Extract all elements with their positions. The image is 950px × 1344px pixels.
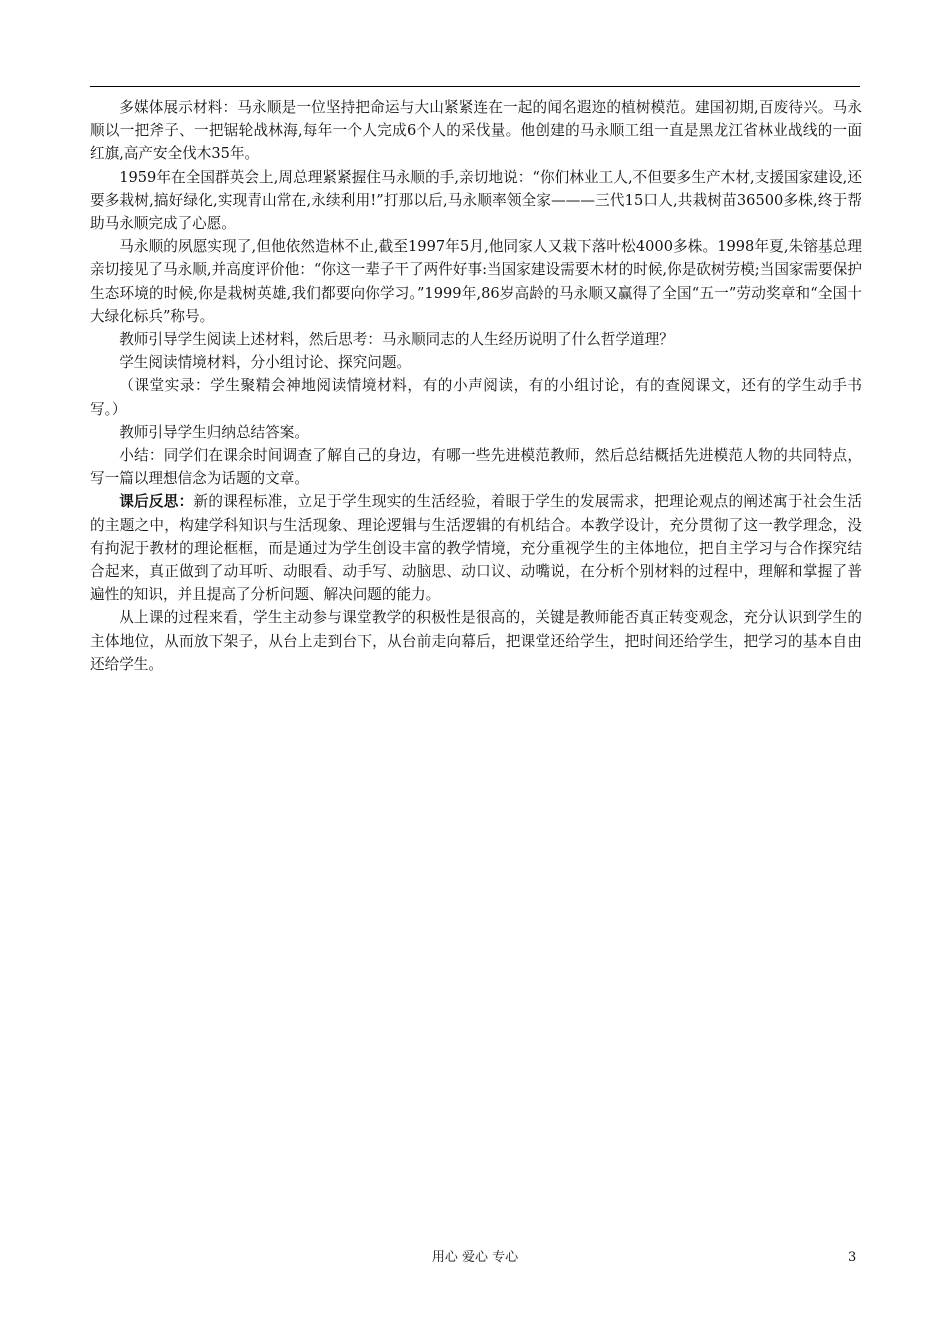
paragraph-student-discussion: 学生阅读情境材料，分小组讨论、探究问题。 [119, 354, 412, 372]
paragraph-closing: 从上课的过程来看，学生主动参与课堂教学的积极性是很高的，关键是教师能否真正转变观念，充分认识到学生的主体地位，从而放下架子，从台上走到台下，从台前走向幕后，把课堂还给学生，把时间还给学生，把学习的基本自由还给学生。 [90, 609, 862, 673]
paragraph-summary: 小结：同学们在课余时间调查了解自己的身边，有哪一些先进模范教师，然后总结概括先进模范人物的共同特点，写一篇以理想信念为话题的文章。 [90, 447, 862, 488]
paragraph-teacher-question: 教师引导学生阅读上述材料，然后思考：马永顺同志的人生经历说明了什么哲学道理？ [119, 331, 674, 349]
paragraph-reflection [90, 490, 862, 606]
reflection-heading: 课后反思： [119, 493, 194, 511]
paragraph-classroom-record: （课堂实录：学生聚精会神地阅读情境材料，有的小声阅读，有的小组讨论，有的查阅课文，还有的学生动手书写。） [90, 377, 862, 418]
paragraph-summarize-answer: 教师引导学生归纳总结答案。 [119, 423, 309, 441]
reflection-text: 新的课程标准，立足于学生现实的生活经验，着眼于学生的发展需求，把理论观点的阐述寓于社会生活的主题之中，构建学科知识与生活现象、理论逻辑与生活逻辑的有机结合。本教学设计，充分贯彻了这一教学理念，没有拘泥于教材的理论框框，而是通过为学生创设丰富的教学情境，充分重视学生的主体地位，把自主学习与合作探究结合起来，真正做到了动耳听、动眼看、动手写、动脑思、动口议、动嘴说，在分析个别材料的过程中，理解和掌握了普遍性的知识，并且提高了分析问题、解决问题的能力。 [90, 493, 862, 604]
document-body [90, 96, 862, 676]
header-rule [90, 86, 860, 87]
paragraph-material: 多媒体展示材料：马永顺是一位坚持把命运与大山紧紧连在一起的闻名遐迩的植树模范。建国初期,百废待兴。马永顺以一把斧子、一把锯轮战林海,每年一个人完成6个人的采伐量。他创建的马永顺工组一直是黑龙江省林业战线的一面红旗,高产安全伐木35年。 [90, 99, 862, 163]
paragraph-wish-fulfilled: 马永顺的夙愿实现了,但他依然造林不止,截至1997年5月,他同家人又栽下落叶松4000多株。1998年夏,朱镕基总理亲切接见了马永顺,并高度评价他：“你这一辈子干了两件好事:当国家建设需要木材的时候,你是砍树劳模;当国家需要保护生态环境的时候,你是栽树英雄,我们都要向你学习。”1999年,86岁高龄的马永顺又赢得了全国“五一”劳动奖章和“全国十大绿化标兵”称号。 [90, 238, 862, 325]
page-number: 3 [848, 1250, 857, 1265]
footer-slogan: 用心 爱心 专心 [431, 1250, 519, 1265]
paragraph-1959: 1959年在全国群英会上,周总理紧紧握住马永顺的手,亲切地说：“你们林业工人,不但要多生产木材,支援国家建设,还要多栽树,搞好绿化,实现青山常在,永续利用!”打那以后,马永顺率领全家———三代15口人,共栽树苗36500多株,终于帮助马永顺完成了心愿。 [90, 168, 862, 233]
